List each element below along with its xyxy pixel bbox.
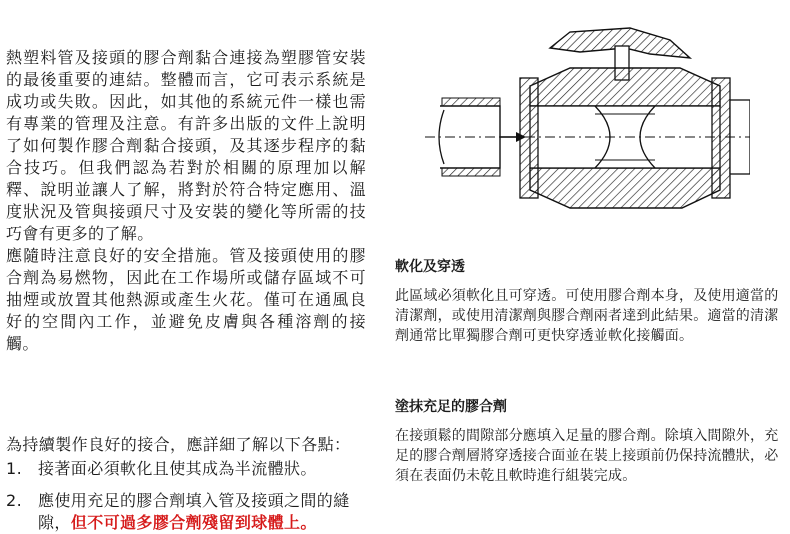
list-text-wrap — [38, 490, 366, 534]
intro-paragraph: 熱塑料管及接頭的膠合劑黏合連接為塑膠管安裝的最後重要的連結。整體而言，它可表示系統是成功或失敗。因此，如其他的系統元件一樣也需有專業的管理及注意。有許多出版的文件上說明了如何製作膠合劑黏合接頭，及其逐步程序的黏合技巧。但我們認為若對於相關的原理加以解釋、說明並讓人了解，將對於符合特定應用、溫度狀況及管與接頭尺寸及安裝的變化等所需的技巧會有更多的了解。 — [6, 48, 366, 243]
body-top — [530, 68, 720, 106]
list-number: 1. — [6, 459, 23, 478]
section-body: 此區域必須軟化且可穿透。可使用膠合劑本身，及使用適當的清潔劑，或使用清潔劑與膠合劑兩者達到此結果。適當的清潔劑通常比單獨膠合劑可更快穿透並軟化接觸面。 — [395, 288, 779, 344]
list-text: 應使用充足的膠合劑填入管及接頭之間的縫隙， — [38, 491, 350, 532]
warning-text: 但不可過多膠合劑殘留到球體上。 — [70, 513, 317, 532]
ball-valve-drawing — [420, 18, 750, 248]
section-adhesive — [395, 396, 787, 486]
safety-paragraph: 應隨時注意良好的安全措施。管及接頭使用的膠合劑為易燃物，因此在工作場所或儲存區域不可抽煙或放置其他熱源或產生火花。僅可在通風良好的空間內工作，並避免皮膚與各種溶劑的接觸。 — [6, 246, 366, 353]
list-number: 2. — [6, 491, 23, 510]
section-softening — [395, 256, 787, 346]
requirements-list — [6, 434, 366, 534]
left-column — [6, 47, 366, 355]
list-intro: 為持續製作良好的接合，應詳細了解以下各點： — [6, 435, 351, 454]
section-heading: 軟化及穿透 — [395, 259, 465, 275]
list-text: 接著面必須軟化且使其成為半流體狀。 — [38, 459, 317, 478]
section-heading: 塗抹充足的膠合劑 — [395, 399, 507, 415]
section-body: 在接頭鬆的間隙部分應填入足量的膠合劑。除填入間隙外，充足的膠合劑層將穿透接合面並在裝上接頭前仍保持流體狀，必須在表面仍未乾且軟時進行組裝完成。 — [395, 428, 779, 484]
list-item — [6, 490, 366, 534]
list-item — [6, 458, 366, 480]
body-bottom — [530, 168, 720, 208]
